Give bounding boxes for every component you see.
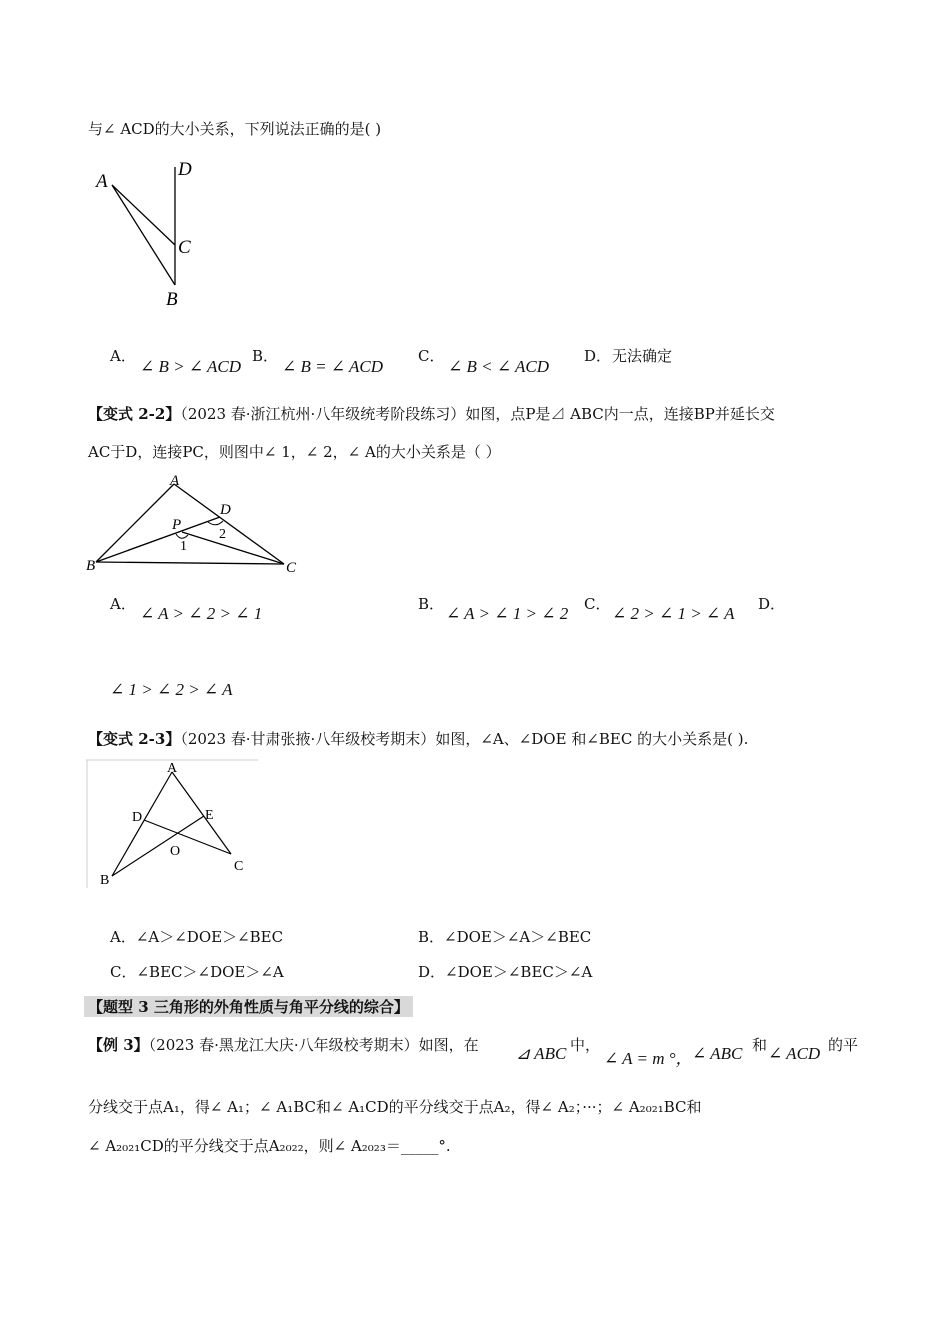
label-b: B xyxy=(100,873,110,888)
angle-abc: ∠ ABC xyxy=(692,1044,743,1063)
label-c: C xyxy=(178,237,191,258)
label-a: A xyxy=(167,761,178,776)
label-b: B xyxy=(166,289,178,310)
variation-2-2-line2: AC于D，连接PC，则图中∠ 1，∠ 2，∠ A的大小关系是（ ） xyxy=(88,443,501,461)
option-a-letter[interactable]: A． xyxy=(110,347,136,365)
option-d-expr: 无法确定 xyxy=(612,347,673,365)
label-a: A xyxy=(96,171,108,192)
triangle-abc: ⊿ ABC xyxy=(516,1044,567,1063)
variation-text: 如图，点P是⊿ ABC内一点，连接BP并延长交 xyxy=(465,405,775,423)
section-banner: 【题型 3 三角形的外角性质与角平分线的综合】 xyxy=(84,996,413,1017)
label-d: D xyxy=(132,810,143,825)
text-zhong: 中， xyxy=(570,1036,601,1054)
label-1: 1 xyxy=(180,539,187,554)
option-c-letter[interactable]: C． xyxy=(418,347,445,365)
text-he: 和 xyxy=(752,1036,768,1054)
line-ac xyxy=(174,484,284,564)
v22-option-b-letter[interactable]: B． xyxy=(418,595,445,613)
v22-option-d-letter[interactable]: D． xyxy=(758,595,786,613)
v23-option-c[interactable]: C．∠BEC＞∠DOE＞∠A xyxy=(110,963,284,981)
v22-option-d-expr: ∠ 1 > ∠ 2 > ∠ A xyxy=(110,680,233,699)
variation-2-2-line1 xyxy=(88,403,775,424)
label-d: D xyxy=(220,502,231,518)
label-p: P xyxy=(172,517,182,533)
label-c: C xyxy=(286,560,297,576)
figure-variation-2-2 xyxy=(84,472,304,582)
figure-q1 xyxy=(90,155,230,315)
v23-option-a[interactable]: A．∠A＞∠DOE＞∠BEC xyxy=(110,928,284,946)
variation-text: 如图，∠A、∠DOE 和∠BEC 的大小关系是( ). xyxy=(435,730,749,748)
option-a-expr: ∠ B > ∠ ACD xyxy=(140,357,242,376)
variation-tag: 【变式 2-3】 xyxy=(88,730,181,748)
v22-option-c-letter[interactable]: C． xyxy=(584,595,611,613)
label-b: B xyxy=(86,558,96,574)
label-c: C xyxy=(234,859,244,874)
question-stem: 与∠ ACD的大小关系，下列说法正确的是( ) xyxy=(88,120,382,138)
v22-option-a-expr: ∠ A > ∠ 2 > ∠ 1 xyxy=(140,604,263,623)
line-ab xyxy=(112,185,175,285)
label-2: 2 xyxy=(219,527,226,542)
line-bc xyxy=(96,562,284,564)
angle-2-arc xyxy=(208,521,223,525)
v22-option-b-expr: ∠ A > ∠ 1 > ∠ 2 xyxy=(446,604,569,623)
line-ab xyxy=(96,484,174,562)
example-tag: 【例 3】 xyxy=(88,1036,149,1054)
angle-a-value: ∠ A = m °， xyxy=(604,1049,693,1068)
example-3-header xyxy=(88,1034,479,1055)
label-d: D xyxy=(178,159,192,180)
variation-source: （2023 春·甘肃张掖·八年级校考期末） xyxy=(180,730,436,748)
line-dc xyxy=(144,820,231,854)
angle-1-arc xyxy=(176,534,188,538)
text-de-ping: 的平 xyxy=(828,1036,859,1054)
figure-variation-2-3 xyxy=(86,758,260,890)
angle-acd: ∠ ACD xyxy=(768,1044,821,1063)
v22-option-c-expr: ∠ 2 > ∠ 1 > ∠ A xyxy=(612,604,735,623)
variation-tag: 【变式 2-2】 xyxy=(88,405,181,423)
line-pc xyxy=(182,532,284,564)
example-source: （2023 春·黑龙江大庆·八年级校考期末） xyxy=(148,1036,419,1054)
v22-option-a-letter[interactable]: A． xyxy=(110,595,136,613)
example-3-line2: 分线交于点A₁，得∠ A₁；∠ A₁BC和∠ A₁CD的平分线交于点A₂，得∠ A₂；···；∠ A₂₀₂₁BC和 xyxy=(88,1098,702,1116)
option-c-expr: ∠ B < ∠ ACD xyxy=(448,357,550,376)
label-o: O xyxy=(170,844,181,859)
line-bd xyxy=(96,517,220,562)
variation-source: （2023 春·浙江杭州·八年级统考阶段练习） xyxy=(180,405,466,423)
example-3-line3: ∠ A₂₀₂₁CD的平分线交于点A₂₀₂₂，则∠ A₂₀₂₃＝_____°. xyxy=(88,1137,451,1155)
label-e: E xyxy=(205,808,214,823)
option-d-letter[interactable]: D． xyxy=(584,347,612,365)
v23-option-d[interactable]: D．∠DOE＞∠BEC＞∠A xyxy=(418,963,593,981)
option-b-letter[interactable]: B． xyxy=(252,347,279,365)
line-ac xyxy=(172,772,231,854)
example-text: 如图，在 xyxy=(418,1036,479,1054)
variation-2-3-line xyxy=(88,728,748,749)
v23-option-b[interactable]: B．∠DOE＞∠A＞∠BEC xyxy=(418,928,592,946)
option-b-expr: ∠ B = ∠ ACD xyxy=(282,357,384,376)
label-a: A xyxy=(170,473,180,489)
